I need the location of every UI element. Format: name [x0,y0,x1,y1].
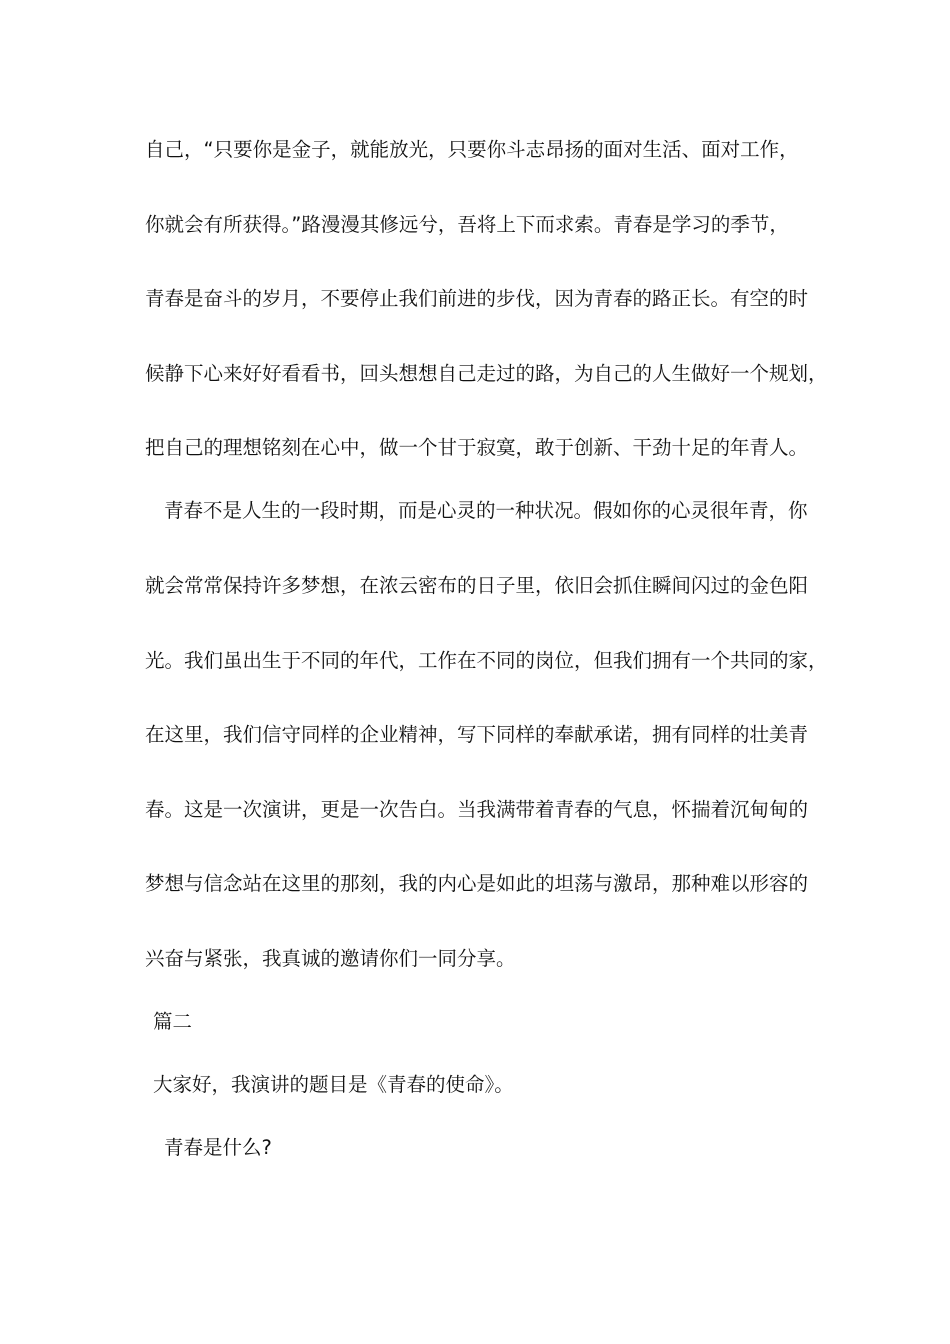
text-line-10: 春。这是一次演讲，更是一次告白。当我满带着青春的气息，怀揣着沉甸甸的 [145,798,809,821]
section-heading: 篇二 [153,1010,193,1033]
text-line-2: 你就会有所获得。”路漫漫其修远兮，吾将上下而求索。青春是学习的季节， [145,213,789,236]
text-line-8: 光。我们虽出生于不同的年代，工作在不同的岗位，但我们拥有一个共同的家， [145,649,828,672]
question-line: 青春是什么? [164,1136,272,1159]
text-line-7: 就会常常保持许多梦想，在浓云密布的日子里，依旧会抓住瞬间闪过的金色阳 [145,574,809,597]
greeting-line: 大家好，我演讲的题目是《青春的使命》。 [153,1073,514,1096]
text-line-12: 兴奋与紧张，我真诚的邀请你们一同分享。 [145,947,516,970]
text-line-4: 候静下心来好好看看书，回头想想自己走过的路，为自己的人生做好一个规划， [145,362,828,385]
text-line-1: 自己，“只要你是金子，就能放光，只要你斗志昂扬的面对生活、面对工作， [145,138,799,161]
text-line-9: 在这里，我们信守同样的企业精神，写下同样的奉献承诺，拥有同样的壮美青 [145,723,809,746]
paragraph-start-line: 青春不是人生的一段时期，而是心灵的一种状况。假如你的心灵很年青，你 [164,499,808,522]
text-line-3: 青春是奋斗的岁月，不要停止我们前进的步伐，因为青春的路正长。有空的时 [145,287,809,310]
text-line-11: 梦想与信念站在这里的那刻，我的内心是如此的坦荡与激昂，那种难以形容的 [145,872,809,895]
text-line-5: 把自己的理想铭刻在心中，做一个甘于寂寞，敢于创新、干劲十足的年青人。 [145,436,809,459]
